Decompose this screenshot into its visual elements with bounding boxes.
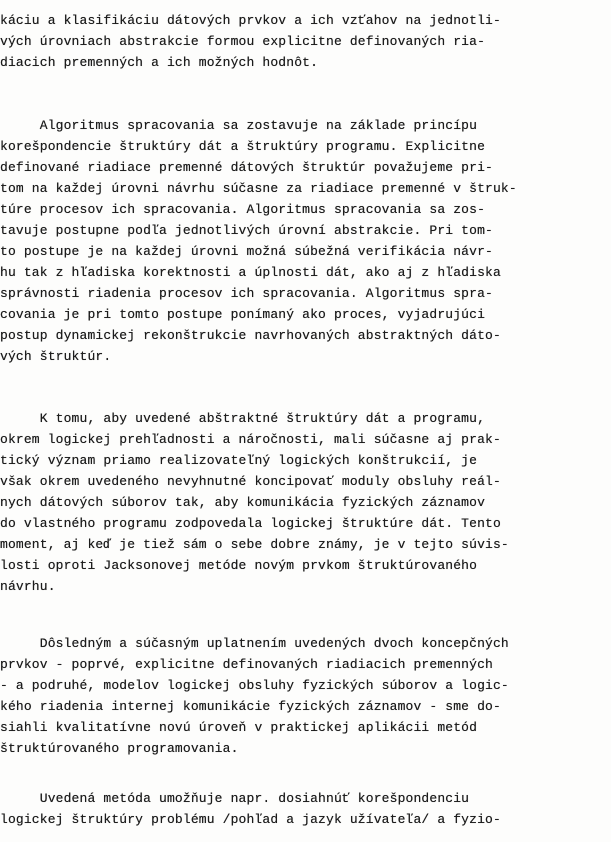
text-line: Algoritmus spracovania sa zostavuje na základe princípu bbox=[0, 118, 478, 133]
text-line: Uvedená metóda umožňuje napr. dosiahnúť korešpondenciu bbox=[0, 791, 470, 806]
text-line: K tomu, aby uvedené abštraktné štruktúry dát a programu, bbox=[0, 411, 486, 426]
text-line: kého riadenia internej komunikácie fyzických záznamov - sme do- bbox=[0, 699, 501, 714]
text-line: tom na každej úrovni návrhu súčasne za riadiace premenné v štruk- bbox=[0, 181, 517, 196]
text-line: vých úrovniach abstrakcie formou explicitne definovaných ria- bbox=[0, 34, 486, 49]
text-line: však okrem uvedeného nevyhnutné koncipovať moduly obsluhy reál- bbox=[0, 474, 501, 489]
text-line: tavuje postupne podľa jednotlivých úrovní abstrakcie. Pri tom- bbox=[0, 223, 493, 238]
text-line: losti oproti Jacksonovej metóde novým prvkom štruktúrovaného bbox=[0, 558, 478, 573]
text-line: do vlastného programu zodpovedala logickej štruktúre dát. Tento bbox=[0, 516, 501, 531]
text-line: návrhu. bbox=[0, 579, 56, 594]
text-line: postup dynamickej rekonštrukcie navrhovaných abstraktných dáto- bbox=[0, 328, 501, 343]
text-line: tický význam priamo realizovateľný logických konštrukcií, je bbox=[0, 453, 478, 468]
text-line: moment, aj keď je tiež sám o sebe dobre známy, je v tejto súvis- bbox=[0, 537, 509, 552]
text-line: logickej štruktúry problému /pohľad a jazyk užívateľa/ a fyzio- bbox=[0, 812, 501, 827]
text-line: vých štruktúr. bbox=[0, 349, 112, 364]
text-line: - a podruhé, modelov logickej obsluhy fyzických súborov a logic- bbox=[0, 678, 509, 693]
text-line: to postupe je na každej úrovni možná súbežná verifikácia návr- bbox=[0, 244, 493, 259]
text-line: správnosti riadenia procesov ich spracovania. Algoritmus spra- bbox=[0, 286, 493, 301]
text-line: korešpondencie štruktúry dát a štruktúry programu. Explicitne bbox=[0, 139, 486, 154]
text-line: hu tak z hľadiska korektnosti a úplnosti dát, ako aj z hľadiska bbox=[0, 265, 501, 280]
text-line: covania je pri tomto postupe ponímaný ako proces, vyjadrujúci bbox=[0, 307, 486, 322]
text-line: štruktúrovaného programovania. bbox=[0, 741, 239, 756]
text-line: okrem logickej prehľadnosti a náročnosti, mali súčasne aj prak- bbox=[0, 432, 501, 447]
text-line: túre procesov ich spracovania. Algoritmus spracovania sa zos- bbox=[0, 202, 486, 217]
text-line: diacich premenných a ich možných hodnôt. bbox=[0, 55, 319, 70]
text-line: nych dátových súborov tak, aby komunikácia fyzických záznamov bbox=[0, 495, 486, 510]
text-line: prvkov - poprvé, explicitne definovaných riadiacich premenných bbox=[0, 657, 493, 672]
text-line: siahli kvalitatívne novú úroveň v praktickej aplikácii metód bbox=[0, 720, 478, 735]
text-line: Dôsledným a súčasným uplatnením uvedených dvoch koncepčných bbox=[0, 636, 509, 651]
text-line: káciu a klasifikáciu dátových prvkov a ich vzťahov na jednotli- bbox=[0, 13, 501, 28]
text-line: definované riadiace premenné dátových štruktúr považujeme pri- bbox=[0, 160, 493, 175]
